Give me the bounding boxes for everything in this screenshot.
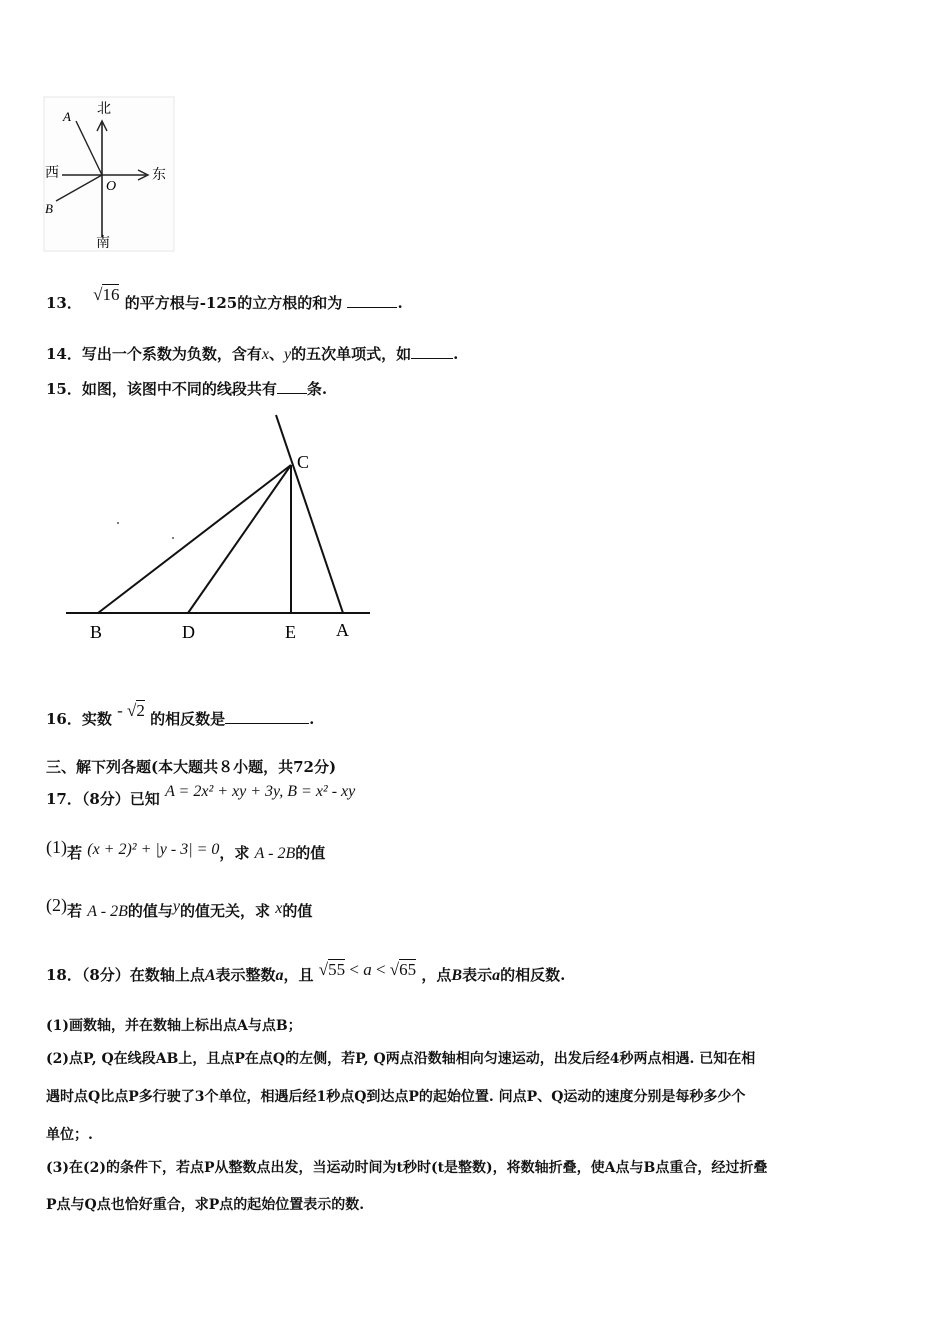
q17-part-1: (1)若 (x + 2)² + |y - 3| = 0，求 A - 2B的值 xyxy=(46,837,326,862)
point-b-label: B xyxy=(45,201,53,216)
q14-answer-blank[interactable] xyxy=(411,344,453,359)
south-label: 南 xyxy=(96,235,110,251)
q13-number: 13． xyxy=(46,294,82,312)
section-3-title: 三、解下列各题(本大题共８小题，共72分) xyxy=(46,758,337,776)
question-16: 16．实数 - √2 的相反数是 . xyxy=(46,701,315,728)
point-e-label: E xyxy=(285,622,296,642)
q17-formula: A = 2x² + xy + 3y, B = x² - xy xyxy=(165,783,356,800)
west-label: 西 xyxy=(45,165,59,181)
q18-inequality: √55 < a < √65 xyxy=(318,960,417,979)
north-label: 北 xyxy=(97,101,111,117)
question-15: 15．如图，该图中不同的线段共有 条. xyxy=(46,380,328,398)
q15-answer-blank[interactable] xyxy=(277,379,307,394)
question-18: 18．（8分）在数轴上点A表示整数a，且 √55 < a < √65 ，点B表示a的相反数. xyxy=(46,960,566,984)
point-d-label: D xyxy=(182,622,195,642)
point-a-label: A xyxy=(336,620,349,640)
point-b-label: B xyxy=(90,622,103,642)
q18-part-2-line-1: (2)点P, Q在线段AB上，且点P在点Q的左侧，若P, Q两点沿数轴相向匀速运动，出发后经4秒两点相遇. 已知在相 xyxy=(46,1051,756,1067)
q16-neg-sqrt: - √2 xyxy=(117,701,145,720)
question-17: 17．（8分）已知 A = 2x² + xy + 3y, B = x² - xy xyxy=(46,783,356,808)
question-13: 13． √16 的平方根与-125的立方根的和为 . xyxy=(46,285,403,312)
point-c-label: C xyxy=(297,452,310,472)
segments-figure xyxy=(40,410,390,650)
question-14: 14．写出一个系数为负数，含有x、y的五次单项式，如 . xyxy=(46,345,459,363)
q13-answer-blank[interactable] xyxy=(347,293,397,308)
point-a-label: A xyxy=(63,109,71,124)
q18-part-1: (1)画数轴，并在数轴上标出点A与点B； xyxy=(46,1018,302,1034)
q18-part-3-line-1: (3)在(2)的条件下，若点P从整数点出发，当运动时间为t秒时(t是整数)，将数轴折叠，使A点与B点重合，经过折叠 xyxy=(46,1160,768,1176)
q17-part-2: (2)若 A - 2B的值与y的值无关，求 x的值 xyxy=(46,895,313,920)
compass-figure xyxy=(40,95,180,255)
q18-part-2-line-3: 单位；. xyxy=(46,1127,93,1143)
q18-part-2-line-2: 遇时点Q比点P多行驶了3个单位，相遇后经1秒点Q到达点P的起始位置. 问点P、Q运动的速度分别是每秒多少个 xyxy=(46,1089,746,1105)
east-label: 东 xyxy=(152,167,166,183)
q18-part-3-line-2: P点与Q点也恰好重合，求P点的起始位置表示的数. xyxy=(46,1197,365,1213)
q13-text: 的平方根与-125的立方根的和为 xyxy=(124,294,343,312)
q16-answer-blank[interactable] xyxy=(225,709,309,724)
origin-label: O xyxy=(106,179,117,194)
q13-sqrt: √16 xyxy=(93,285,120,304)
